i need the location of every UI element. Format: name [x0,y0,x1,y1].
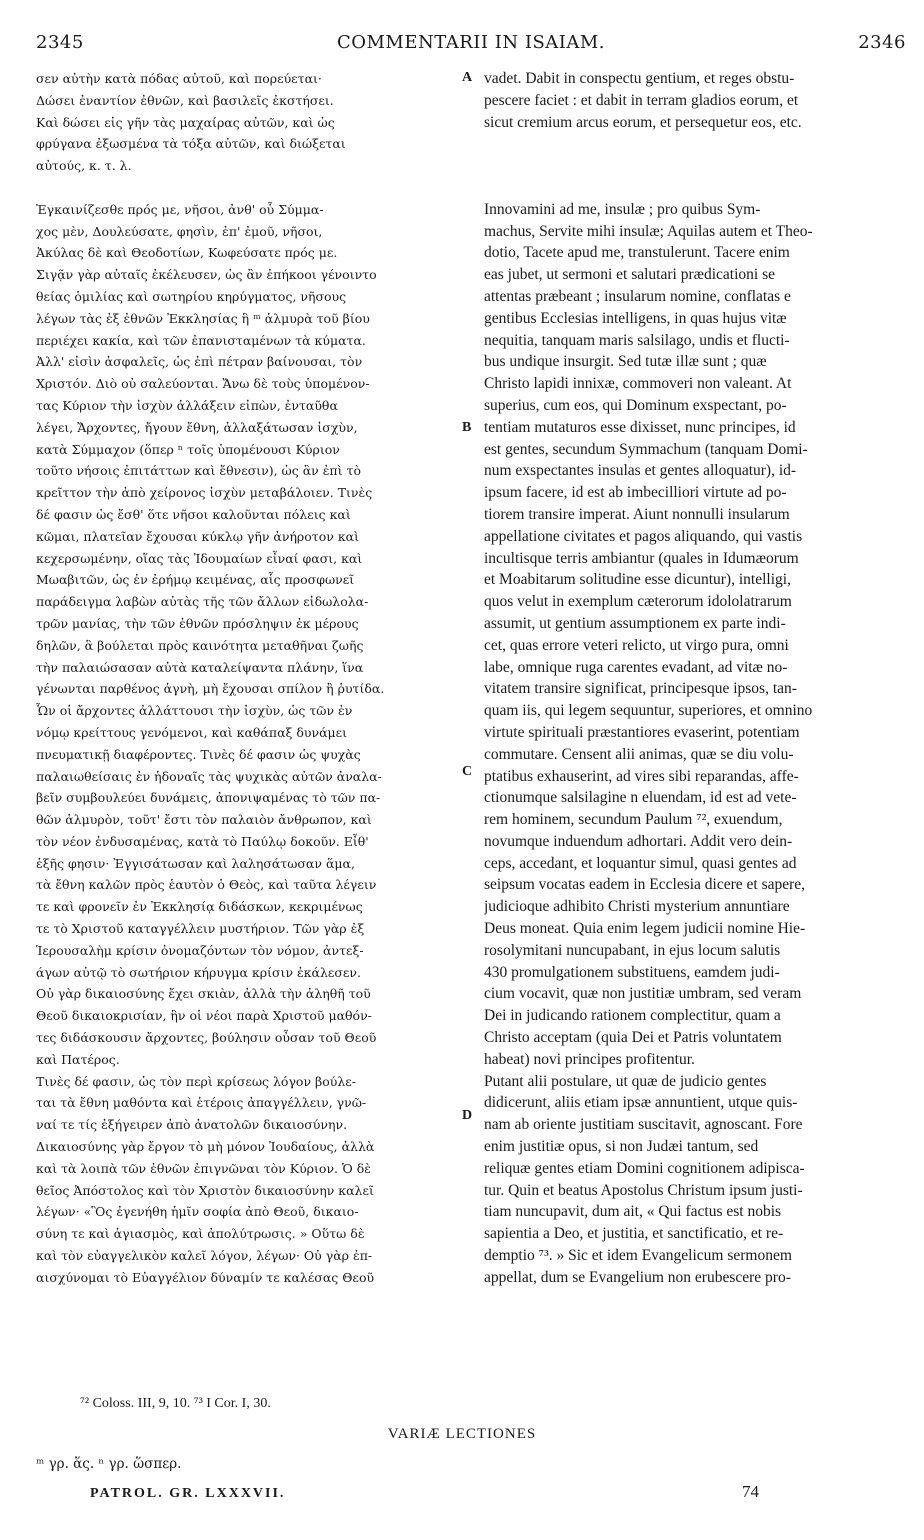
greek-text-line: ναί τε τίς ἐξήγειρεν ἀπὸ ἀνατολῶν δικαιοσύνην. [36,1117,348,1133]
greek-text-line: περιέχει κακία, καὶ τῶν ἐπανισταμένων τὰ κύματα. [36,332,366,348]
greek-text-line: Ἀκύλας δὲ καὶ Θεοδοτίων, Κωφεύσατε πρός με. [36,245,338,261]
latin-text-line: labe, omnique ruga carentes evadant, ad vitæ no- [484,658,788,676]
latin-text-line: judicioque adhibito Christi mysterium annuntiare [484,898,790,916]
greek-text-line: δηλῶν, ἃ βούλεται πρὸς καινότητα μεταθῆναι ζωῆς [36,637,364,653]
greek-text-line: τὸν νέον ἐνδυσαμένας, κατὰ τὸ Παύλῳ δοκοῦν. Εἶθ' [36,833,369,849]
greek-text-line: κατὰ Σύμμαχον (ὅπερ ⁿ τοῖς ὑπομένουσι Κύριον [36,441,340,457]
greek-text-line: λέγων· «Ὃς ἐγενήθη ἡμῖν σοφία ἀπὸ Θεοῦ, δικαιο- [36,1204,359,1220]
greek-text-line: σεν αὐτὴν κατὰ πόδας αὐτοῦ, καὶ πορεύεται· [36,71,322,86]
greek-text-line: πνευματικῇ διαφέροντες. Τινὲς δέ φασιν ὡς ψυχὰς [36,746,361,762]
greek-text-line: τὴν παλαιώσασαν αὐτὰ καταλείψαντα πλάνην, ἵνα [36,659,364,675]
variae-lectiones-line: ᵐ γρ. ἅς. ⁿ γρ. ὥσπερ. [36,1456,182,1472]
greek-text-line: Καὶ δώσει εἰς γῆν τὰς μαχαίρας αὐτῶν, καὶ ὡς [36,114,335,130]
greek-text-line: Δώσει ἐναντίον ἐθνῶν, καὶ βασιλεῖς ἐκστήσει. [36,92,334,108]
latin-text-line: habeat) novi principes profitentur. [484,1050,695,1068]
latin-text-line: appellat, dum se Evangelium non erubescere pro- [484,1268,791,1286]
greek-text-line: Σιγᾷν γὰρ αὐταῖς ἐκέλευσεν, ὡς ἂν ἐπήκοοι γένοιντο [36,267,377,283]
latin-text-line [484,155,904,177]
greek-text-line: τες διδάσκουσιν ἄρχοντες, βούλησιν οὖσαν τοῦ Θεοῦ [36,1030,377,1046]
greek-text-line: καὶ Πατέρος. [36,1051,120,1067]
latin-text-line: reliquæ gentes etiam Domini cognitionem adipisca- [484,1159,805,1177]
greek-text-line: ται τὰ ἔθνη μαθόντα καὶ ἑτέροις ἀπαγγέλλειν, γνῶ- [36,1095,367,1111]
greek-text-line: γένωνται παρθένος ἁγνὴ, μὴ ἔχουσαι σπίλον ἢ ῥυτίδα. [36,681,385,697]
latin-text-line: assumit, ut gentium assumptionem ex parte indi- [484,614,786,632]
greek-text-line: παλαιωθείσαις ἐν ἡδοναῖς τὰς ψυχικὰς αὐτῶν ἀναλα- [36,768,382,784]
footnotes: ⁷² Coloss. III, 9, 10. ⁷³ I Cor. I, 30. [80,1396,271,1411]
greek-text-line: παράδειγμα λαβὼν αὐτὰς τῆς τῶν ἄλλων εἰδωλολα- [36,594,369,610]
greek-text-line: θεῖος Ἀπόστολος καὶ τὸν Χριστὸν δικαιοσύνην καλεῖ [36,1182,374,1198]
page-number-right: 2346 [858,32,906,53]
greek-text-line: κῶμαι, πλατεῖαν ἔχουσαι κύκλῳ γῆν ἀνήροτον καὶ [36,528,359,544]
greek-text-line: λέγει, Ἄρχοντες, ἤγουν ἔθνη, ἀλλαξάτωσαν ἰσχὺν, [36,419,358,435]
latin-text-line: quos velut in exemplum cæterorum idololatrarum [484,593,792,611]
greek-text-line: δέ φασιν ὡς ἔσθ' ὅτε νῆσοι καλοῦνται πόλεις καὶ [36,506,351,522]
latin-text-line: eas jubet, ut sermoni et salutari prædicationi se [484,266,775,284]
latin-text-line: et Moabitarum solitudine esse dicuntur), intelligi, [484,571,791,589]
running-header [36,32,906,60]
greek-text-line: αὐτούς, κ. τ. λ. [36,158,132,174]
greek-text-line: αισχύνομαι τὸ Εὐαγγέλιον δύναμίν τε καλέσας Θεοῦ [36,1269,375,1285]
latin-text-line: didicerunt, aliis etiam ipsæ annuntient, utque quis- [484,1094,798,1112]
latin-text-line: quam iis, qui legem sequuntur, superiores, et omnino [484,702,813,720]
latin-text-line: Dei in judicando rationem complectitur, quam a [484,1007,781,1025]
greek-text-line: Τινὲς δέ φασιν, ὡς τὸν περὶ κρίσεως λόγον βούλε- [36,1073,356,1089]
latin-text-line: sicut cremium arcus eorum, et persequetur eos, etc. [484,113,802,131]
latin-text-line: sapientia a Deo, et justitia, et sanctificatio, et re- [484,1225,784,1243]
greek-text-line: Οὐ γὰρ δικαιοσύνης ἔχει σκιὰν, ἀλλὰ τὴν ἀληθῆ τοῦ [36,986,371,1002]
latin-text-line: est gentes, secundum Symmachum (tanquam Domi- [484,440,808,458]
latin-text-line: num exspectantes insulas et gentes alloquatur), id- [484,462,797,480]
latin-text-line: appellatione civitates et pagos aliquando, qui vastis [484,527,803,545]
greek-text-line [36,177,460,199]
latin-text-line: seipsum vocatas eadem in Ecclesia dicere et sapere, [484,876,806,894]
latin-text-line: tiorem transire imperat. Aiunt nonnulli insularum [484,505,790,523]
greek-text-line: Χριστόν. Διὸ οὐ σαλεύονται. Ἄνω δὲ τοὺς ὑπομένον- [36,376,370,392]
latin-text-line [484,133,904,155]
greek-text-line: κρεῖττον τὴν ἀπὸ χείρονος ἰσχὺν μεταβάλοιεν. Τινὲς [36,485,373,501]
greek-text-line: Ὧν οἱ ἄρχοντες ἀλλάττουσι τὴν ἰσχὺν, ὡς τῶν ἐν [36,703,353,719]
latin-text-line: demptio ⁷³. » Sic et idem Evangelicum sermonem [484,1247,792,1265]
latin-text-line: ptatibus exhauserint, ad vires sibi reparandas, affe- [484,767,799,785]
latin-text-line: cet, quas errore veteri relicto, ut virgo pura, omni [484,636,789,654]
latin-text-line: Innovamini ad me, insulæ ; pro quibus Sym- [484,200,761,218]
latin-column [484,68,904,1289]
latin-text-line: ipsum facere, id est ab imbecilliori virtute ad po- [484,484,787,502]
greek-text-line: βεῖν συμβουλεύει δυνάμεις, ἀπονιψαμένας τὸ τῶν πα- [36,790,381,806]
greek-text-line: τοῦτο νήσοις ἐπιτάττων καὶ ἔθνεσιν), ὡς ἂν ἐπὶ τὸ [36,463,361,479]
latin-text-line: superius, cum eos, qui Dominum exspectant, po- [484,396,787,414]
margin-marker-b: B [462,420,472,435]
latin-text-line: attentas præbeant ; insularum nomine, conflatas e [484,287,791,305]
page-title: COMMENTARII IN ISAIAM. [336,32,606,53]
latin-text-line: ctionumque salsilagine n eluendam, id est ad vete- [484,789,797,807]
greek-text-line: άγων αὐτῷ τὸ σωτήριον κήρυγμα κρίσιν ἐκάλεσεν. [36,964,361,980]
greek-text-line: ἑξῆς φησιν· Ἐγγισάτωσαν καὶ λαλησάτωσαν ἅμα, [36,855,355,871]
latin-text-line: machus, Servite mihi insulæ; Aquilas autem et Theo- [484,222,813,240]
greek-text-line: Μωαβιτῶν, ὡς ἐν ἐρήμῳ κειμένας, αἷς προσφωνεῖ [36,572,355,588]
gathering-signature: 74 [742,1482,759,1501]
greek-text-line: Ἱερουσαλὴμ κρίσιν ὀνομαζόντων τὸν νόμον, ἀντεξ- [36,942,364,958]
greek-text-line: θῶν ἁλμυρὸν, τοῦτ' ἔστι τὸν παλαιὸν ἄνθρωπον, καὶ [36,812,372,828]
latin-text-line: incultisque terris ambiantur (quales in Idumæorum [484,549,799,567]
margin-marker-a: A [462,70,473,85]
latin-text-line: gentibus Ecclesias intelligens, in quas hujus vitæ [484,309,787,327]
latin-text-line: 430 promulgationem substituens, eamdem judi- [484,963,780,981]
greek-text-line: καὶ τὸν εὐαγγελικὸν καλεῖ λόγον, λέγων· Οὐ γὰρ ἐπ- [36,1248,373,1264]
margin-marker-d: D [462,1108,473,1123]
latin-text-line: commutare. Censent alii animas, quæ se diu volu- [484,745,794,763]
margin-marker-c: C [462,764,473,779]
greek-text-line: τρῶν μανίας, τὴν τῶν ἐθνῶν πρόσληψιν ἐκ μέρους [36,615,359,631]
greek-text-line: τε τὸ Χριστοῦ καταγγέλλειν μυστήριον. Τῶν γὰρ ἐξ [36,921,365,937]
greek-text-line: σύνη τε καὶ ἁγιασμὸς, καὶ ἀπολύτρωσις. » Οὕτω δὲ [36,1226,365,1242]
greek-text-line: νόμῳ κρείττους γενόμενοι, καὶ καθάπαξ δυνάμει [36,724,348,740]
latin-text-line: Christo acceptam (quia Dei et Patris voluntatem [484,1029,782,1047]
page-number-left: 2345 [36,32,84,53]
greek-text-line: κεχερσωμένην, οἵας τὰς Ἰδουμαίων εἶναί φασι, καὶ [36,550,363,566]
greek-text-line: καὶ τὰ λοιπὰ τῶν ἐθνῶν ἐπιγνῶναι τὸν Κύριον. Ὁ δὲ [36,1160,371,1176]
latin-text-line: rem hominem, secundum Paulum ⁷², exuendum, [484,811,783,829]
greek-text-line: φρύγανα ἐξωσμένα τὰ τόξα αὐτῶν, καὶ διώξεται [36,136,346,152]
greek-text-line: Ἀλλ' εἰσὶν ἀσφαλεῖς, ὡς ἐπὶ πέτραν βαίνουσαι, τὸν [36,354,363,370]
latin-text-line: cium vocavit, quæ non justitiæ umbram, sed veram [484,985,802,1003]
greek-text-line: χος μὲν, Δουλεύσατε, φησὶν, ἐπ' ἐμοῦ, νῆσοι, [36,223,323,239]
latin-text-line: dotio, Tacete apud me, transtulerunt. Tacere enim [484,244,790,262]
latin-text-line: Deus moneat. Quia enim legem judicii nomine Hie- [484,920,806,938]
latin-text-line: Putant alii postulare, ut quæ de judicio gentes [484,1072,767,1090]
latin-text-line: nam ab oriente justitiam suscitavit, agnoscant. Fore [484,1116,803,1134]
greek-text-line: Δικαιοσύνης γὰρ ἔργον τὸ μὴ μόνον Ἰουδαίους, ἀλλὰ [36,1139,375,1155]
latin-text-line: bus undique insurgit. Sed tutæ illæ sunt ; quæ [484,353,767,371]
latin-text-line: novumque induendum adhortari. Addit vero dein- [484,832,793,850]
latin-text-line: nequitia, tanquam maris salsilago, undis et flucti- [484,331,790,349]
greek-text-line: τας Κύριον τὴν ἰσχὺν ἀλλάξειν εἰπὼν, ἐνταῦθα [36,397,338,413]
latin-text-line: vadet. Dabit in conspectu gentium, et reges obstu- [484,70,795,87]
greek-text-line: λέγων τὰς ἐξ ἐθνῶν Ἐκκλησίας ἣ ᵐ ἁλμυρὰ τοῦ βίου [36,310,370,326]
latin-text-line: vitatem transire significat, principesque ipsos, tan- [484,680,797,698]
latin-text-line: tentiam mutaturos esse dixisset, nunc principes, id [484,418,796,436]
variae-lectiones-title: VARIÆ LECTIONES [387,1426,537,1442]
greek-text-line: θείας ὁμιλίας καὶ σωτηρίου κηρύγματος, νῆσους [36,288,347,304]
latin-text-line: tiam nuncupavit, dum ait, « Qui factus est nobis [484,1203,782,1221]
latin-text-line [484,177,904,199]
latin-text-line: tur. Quin et beatus Apostolus Christum ipsum justi- [484,1181,803,1199]
latin-text-line: virtute spirituali præstantiores evaserint, potentiam [484,723,800,741]
latin-text-line: ceps, accedant, et loquantur simul, quasi gentes ad [484,854,797,872]
latin-text-line: Christo lapidi innixæ, commoveri non valeant. At [484,375,792,393]
latin-text-line: rosolymitani nuncupabant, in ejus locum salutis [484,941,781,959]
volume-signature: PATROL. GR. LXXXVII. [90,1486,286,1501]
greek-text-line: τε καὶ φρονεῖν ἐν Ἐκκλησίᾳ διδάσκων, κεκριμένως [36,899,363,915]
greek-column [36,68,460,1289]
greek-text-line: Θεοῦ δικαιοκρισίαν, ἣν οἱ νέοι παρὰ Χριστοῦ μαθόν- [36,1008,372,1024]
latin-text-line: enim justitiæ opus, si non Judæi tantum, sed [484,1138,759,1156]
latin-text-line: pescere faciet : et dabit in terram gladios eorum, et [484,91,799,109]
greek-text-line: Ἐγκαινίζεσθε πρός με, νῆσοι, ἀνθ' οὗ Σύμμα- [36,201,324,217]
greek-text-line: τὰ ἔθνη καλῶν πρὸς ἑαυτὸν ὁ Θεὸς, καὶ ταῦτα λέγειν [36,877,377,893]
